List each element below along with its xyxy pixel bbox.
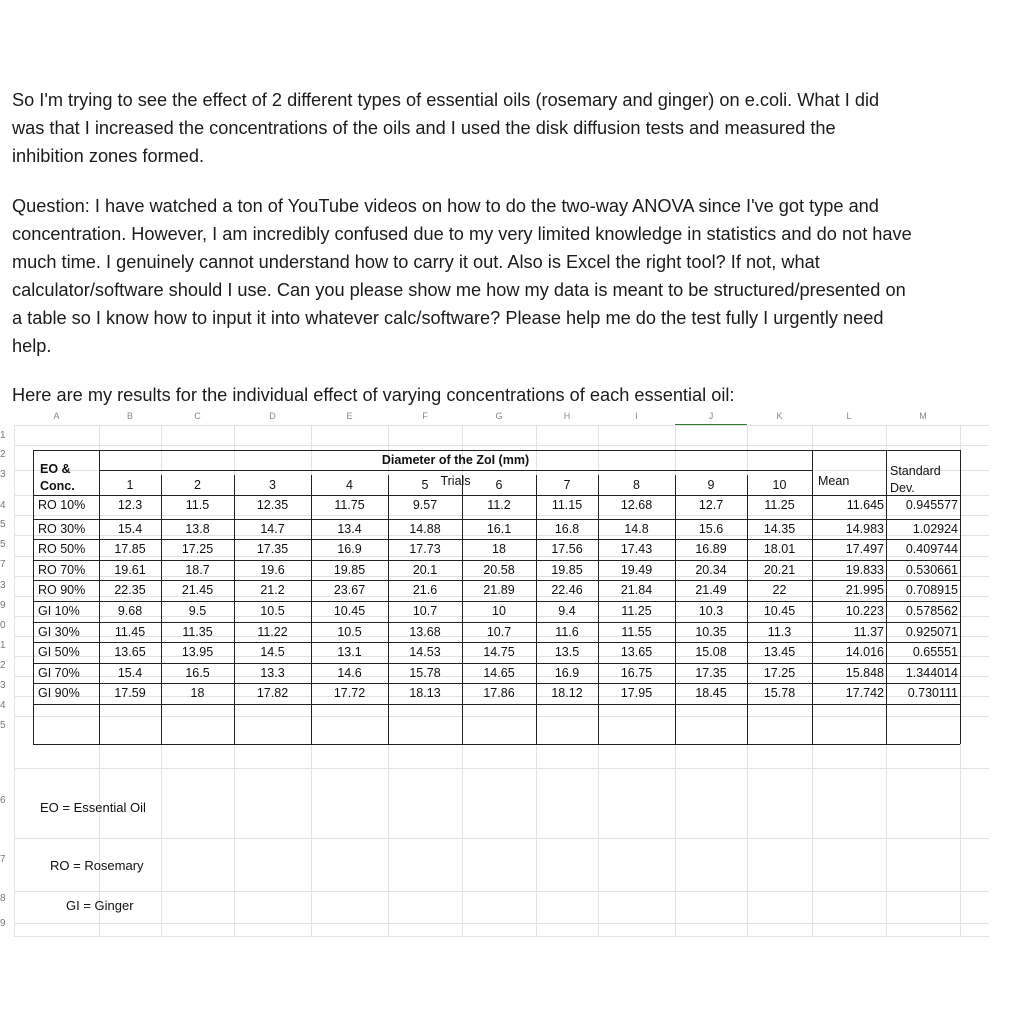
data-cell[interactable]: 10.5 — [260, 604, 285, 618]
data-cell[interactable]: 13.45 — [763, 645, 796, 659]
grid-line-h — [14, 768, 989, 769]
data-cell[interactable]: 13.65 — [114, 645, 146, 659]
row-number[interactable]: 5 — [0, 720, 6, 731]
row-number[interactable]: 9 — [0, 918, 6, 929]
data-cell[interactable]: 9.68 — [117, 604, 143, 618]
table-border — [99, 470, 812, 471]
table-border — [33, 642, 960, 643]
data-cell[interactable]: 15.78 — [409, 666, 441, 680]
data-cell[interactable]: 18.45 — [695, 686, 727, 700]
question-intro: So I'm trying to see the effect of 2 different types of essential oils (rosemary and ginger) on e.coli. What I did was that I increased the concentrations of the oils and I used the disk diffusion tests and measured the inhibition zones formed. — [12, 90, 880, 166]
mean-cell[interactable]: 19.833 — [845, 563, 884, 577]
data-cell[interactable]: 13.1 — [337, 645, 362, 659]
data-cell[interactable]: 21.45 — [181, 583, 214, 597]
sd-cell[interactable]: 0.578562 — [905, 604, 958, 618]
column-header-b[interactable]: B — [99, 408, 161, 426]
data-cell[interactable]: 18 — [190, 686, 205, 700]
data-cell[interactable]: 13.4 — [337, 522, 362, 536]
row-number[interactable]: 4 — [0, 700, 6, 711]
data-cell[interactable]: 17.95 — [620, 686, 653, 700]
data-cell[interactable]: 15.08 — [695, 645, 727, 659]
table-border — [33, 539, 960, 540]
data-cell[interactable]: 10.45 — [763, 604, 796, 618]
data-cell[interactable]: 14.7 — [260, 522, 285, 536]
data-cell[interactable]: 21.89 — [483, 583, 515, 597]
data-cell[interactable]: 23.67 — [333, 583, 366, 597]
data-cell[interactable]: 11.15 — [551, 498, 583, 512]
data-cell[interactable]: 9.5 — [188, 604, 207, 618]
row-label: RO 10% — [38, 498, 86, 512]
data-cell[interactable]: 13.8 — [185, 522, 210, 536]
table-border — [33, 622, 960, 623]
row-number[interactable]: 2 — [0, 660, 6, 671]
row-number[interactable]: 3 — [0, 469, 6, 480]
data-cell[interactable]: 14.75 — [483, 645, 515, 659]
data-cell[interactable]: 9.4 — [558, 604, 576, 618]
mean-cell[interactable]: 11.37 — [853, 625, 884, 639]
column-header-d[interactable]: D — [234, 408, 311, 426]
data-cell[interactable]: 11.6 — [555, 625, 579, 639]
data-cell[interactable]: 12.7 — [698, 498, 724, 512]
column-header-j[interactable]: J — [675, 408, 747, 426]
data-cell[interactable]: 18.13 — [409, 686, 441, 700]
data-cell[interactable]: 16.8 — [554, 522, 580, 536]
row-number[interactable]: 5 — [0, 519, 6, 530]
data-cell[interactable]: 10.7 — [412, 604, 438, 618]
trial-number-5: 5 — [421, 478, 429, 492]
mean-cell[interactable]: 11.645 — [846, 498, 884, 512]
data-cell[interactable]: 11.25 — [764, 498, 795, 512]
data-cell[interactable]: 17.59 — [114, 686, 146, 700]
data-cell[interactable]: 17.43 — [620, 542, 653, 556]
sd-cell[interactable]: 1.02924 — [912, 522, 958, 536]
row-number[interactable]: 5 — [0, 539, 6, 550]
data-cell[interactable]: 18.01 — [763, 542, 796, 556]
data-cell[interactable]: 15.4 — [117, 522, 143, 536]
data-cell[interactable]: 14.6 — [337, 666, 362, 680]
mean-cell[interactable]: 21.995 — [845, 583, 884, 597]
trial-number-1: 1 — [126, 478, 134, 492]
row-label: GI 30% — [38, 625, 80, 639]
trial-number-4: 4 — [346, 478, 353, 492]
eo-conc-header: EO & Conc. — [40, 462, 75, 493]
column-header-m[interactable]: M — [886, 408, 960, 426]
trial-number-9: 9 — [707, 478, 715, 492]
grid-line-h — [14, 891, 989, 892]
row-label: GI 10% — [38, 604, 80, 618]
data-cell[interactable]: 21.49 — [695, 583, 727, 597]
data-cell[interactable]: 17.25 — [763, 666, 796, 680]
table-border — [33, 601, 960, 602]
data-cell[interactable]: 14.5 — [260, 645, 285, 659]
row-number[interactable]: 3 — [0, 580, 6, 591]
sd-cell[interactable]: 0.708915 — [905, 583, 958, 597]
mean-cell[interactable]: 17.497 — [845, 542, 884, 556]
data-cell[interactable]: 16.5 — [185, 666, 210, 680]
trial-number-7: 7 — [563, 478, 571, 492]
legend-gi: GI = Ginger — [66, 898, 134, 913]
data-cell[interactable]: 16.89 — [695, 542, 727, 556]
row-number[interactable]: 6 — [0, 795, 6, 806]
data-cell[interactable]: 20.1 — [412, 563, 438, 577]
results-lead: Here are my results for the individual effect of varying concentrations of each essential oil: — [12, 385, 735, 405]
data-cell[interactable]: 14.65 — [483, 666, 515, 680]
data-cell[interactable]: 13.3 — [260, 666, 285, 680]
row-number[interactable]: 4 — [0, 500, 6, 511]
data-cell[interactable]: 22.46 — [551, 583, 583, 597]
data-cell[interactable]: 12.35 — [256, 498, 289, 512]
data-cell[interactable]: 11.55 — [621, 625, 652, 639]
question-body: Question: I have watched a ton of YouTube videos on how to do the two-way ANOVA since I've got type and concentration. However, I am incredibly confused due to my very limited knowledge in statistics and do not have much time. I genuinely cannot understand how to carry it out. Also is Excel the right tool? If not, what calculator/software should I use. Can you please show me how my data is meant to be structured/presented on a table so I know how to input it into whatever calc/software? Please help me do the test fully I urgently need help. — [12, 196, 912, 356]
grid-line-v — [14, 425, 15, 936]
grid-line-h — [14, 923, 989, 924]
sd-cell[interactable]: 0.925071 — [905, 625, 958, 639]
data-cell[interactable]: 12.3 — [117, 498, 143, 512]
row-number[interactable]: 0 — [0, 620, 6, 631]
grid-line-h — [14, 445, 989, 446]
table-border — [33, 519, 960, 520]
table-border — [33, 580, 960, 581]
mean-cell[interactable]: 15.848 — [845, 666, 884, 680]
data-cell[interactable]: 19.61 — [114, 563, 146, 577]
trial-number-3: 3 — [269, 478, 276, 492]
data-cell[interactable]: 19.85 — [551, 563, 583, 577]
row-number[interactable]: 3 — [0, 680, 6, 691]
table-border — [33, 560, 960, 561]
data-cell[interactable]: 12.68 — [620, 498, 653, 512]
data-cell[interactable]: 19.49 — [620, 563, 653, 577]
data-cell[interactable]: 17.86 — [483, 686, 515, 700]
data-cell[interactable]: 10 — [492, 604, 506, 618]
trials-header: Trials — [440, 474, 471, 488]
data-cell[interactable]: 15.78 — [763, 686, 796, 700]
data-cell[interactable]: 13.68 — [409, 625, 441, 639]
column-header-l[interactable]: L — [812, 408, 886, 426]
data-cell[interactable]: 13.5 — [554, 645, 580, 659]
column-header-c[interactable]: C — [161, 408, 234, 426]
data-cell[interactable]: 14.35 — [763, 522, 796, 536]
data-cell[interactable]: 10.3 — [698, 604, 724, 618]
data-cell[interactable]: 13.65 — [620, 645, 653, 659]
trial-number-8: 8 — [633, 478, 640, 492]
row-label: GI 70% — [38, 666, 80, 680]
row-number[interactable]: 7 — [0, 854, 6, 865]
spreadsheet — [0, 408, 1009, 938]
grid-line-h — [14, 936, 989, 937]
row-label: RO 90% — [38, 583, 86, 597]
data-cell[interactable]: 18.12 — [551, 686, 583, 700]
data-cell[interactable]: 19.85 — [333, 563, 366, 577]
data-cell[interactable]: 14.53 — [409, 645, 441, 659]
mean-cell[interactable]: 14.983 — [845, 522, 884, 536]
row-label: RO 70% — [38, 563, 86, 577]
row-label: RO 30% — [38, 522, 86, 536]
column-header-f[interactable]: F — [388, 408, 462, 426]
row-number[interactable]: 1 — [0, 640, 6, 651]
data-cell[interactable]: 10.7 — [486, 625, 512, 639]
data-cell[interactable]: 19.6 — [260, 563, 285, 577]
data-cell[interactable]: 16.9 — [554, 666, 580, 680]
data-cell[interactable]: 10.35 — [695, 625, 727, 639]
trial-number-6: 6 — [495, 478, 503, 492]
data-cell[interactable]: 14.8 — [624, 522, 649, 536]
data-cell[interactable]: 17.82 — [256, 686, 289, 700]
data-cell[interactable]: 17.72 — [333, 686, 366, 700]
table-border — [33, 683, 960, 684]
table-border — [33, 495, 812, 496]
sd-cell[interactable]: 0.409744 — [905, 542, 958, 556]
sd-cell[interactable]: 0.945577 — [905, 498, 958, 512]
row-label: GI 90% — [38, 686, 80, 700]
column-header-e[interactable]: E — [311, 408, 388, 426]
row-number[interactable]: 2 — [0, 449, 6, 460]
data-cell[interactable]: 9.57 — [412, 498, 438, 512]
data-cell[interactable]: 20.34 — [695, 563, 727, 577]
column-header-k[interactable]: K — [747, 408, 812, 426]
sd-header: Standard Dev. — [890, 464, 941, 495]
sd-cell[interactable]: 0.730111 — [907, 686, 958, 700]
trial-number-10: 10 — [772, 478, 787, 492]
sd-cell[interactable]: 0.65551 — [912, 645, 958, 659]
row-number[interactable]: 1 — [0, 430, 6, 441]
table-border — [33, 663, 960, 664]
data-cell[interactable]: 22.35 — [114, 583, 146, 597]
mean-cell[interactable]: 17.742 — [845, 686, 884, 700]
table-border — [33, 744, 960, 745]
data-cell[interactable]: 17.25 — [181, 542, 214, 556]
data-cell[interactable]: 15.4 — [117, 666, 143, 680]
data-cell[interactable]: 15.6 — [698, 522, 724, 536]
data-cell[interactable]: 11.2 — [487, 498, 511, 512]
table-border — [33, 704, 960, 705]
mean-cell[interactable]: 10.223 — [845, 604, 884, 618]
legend-eo: EO = Essential Oil — [40, 800, 146, 815]
sd-cell[interactable]: 0.530661 — [905, 563, 958, 577]
grid-line-h — [14, 425, 989, 426]
data-cell[interactable]: 18.7 — [185, 563, 210, 577]
data-cell[interactable]: 16.75 — [620, 666, 653, 680]
data-cell[interactable]: 20.58 — [483, 563, 515, 577]
mean-header: Mean — [818, 474, 850, 488]
table-border — [960, 450, 961, 744]
data-cell[interactable]: 17.85 — [114, 542, 146, 556]
column-header-h[interactable]: H — [536, 408, 598, 426]
data-cell[interactable]: 10.45 — [333, 604, 366, 618]
data-cell[interactable]: 20.21 — [763, 563, 796, 577]
table-border — [33, 450, 960, 451]
data-cell[interactable]: 22 — [772, 583, 787, 597]
data-cell[interactable]: 18 — [492, 542, 506, 556]
data-cell[interactable]: 17.35 — [256, 542, 289, 556]
data-cell[interactable]: 13.95 — [181, 645, 214, 659]
data-cell[interactable]: 11.25 — [621, 604, 652, 618]
data-cell[interactable]: 16.1 — [486, 522, 512, 536]
data-cell[interactable]: 11.45 — [114, 625, 146, 639]
data-cell[interactable]: 17.73 — [409, 542, 441, 556]
data-cell[interactable]: 17.35 — [695, 666, 727, 680]
data-cell[interactable]: 17.56 — [551, 542, 583, 556]
grid-line-h — [14, 838, 989, 839]
column-header-i[interactable]: I — [598, 408, 675, 426]
row-number[interactable]: 9 — [0, 600, 6, 611]
legend-ro: RO = Rosemary — [50, 858, 144, 873]
diameter-header: Diameter of the ZoI (mm) — [381, 453, 530, 467]
column-header-g[interactable]: G — [462, 408, 536, 426]
data-cell[interactable]: 11.35 — [182, 625, 213, 639]
data-cell[interactable]: 10.5 — [337, 625, 362, 639]
row-number[interactable]: 7 — [0, 559, 6, 570]
data-cell[interactable]: 11.3 — [767, 625, 792, 639]
data-cell[interactable]: 21.6 — [412, 583, 438, 597]
data-cell[interactable]: 11.22 — [257, 625, 288, 639]
row-label: GI 50% — [38, 645, 80, 659]
sd-cell[interactable]: 1.344014 — [905, 666, 958, 680]
mean-cell[interactable]: 14.016 — [845, 645, 884, 659]
data-cell[interactable]: 21.84 — [620, 583, 653, 597]
data-cell[interactable]: 21.2 — [260, 583, 285, 597]
data-cell[interactable]: 11.75 — [334, 498, 365, 512]
data-cell[interactable]: 14.88 — [409, 522, 441, 536]
row-number[interactable]: 8 — [0, 893, 6, 904]
row-label: RO 50% — [38, 542, 86, 556]
trial-number-2: 2 — [194, 478, 201, 492]
data-cell[interactable]: 11.5 — [185, 498, 210, 512]
column-header-a[interactable]: A — [14, 408, 99, 426]
data-cell[interactable]: 16.9 — [337, 542, 362, 556]
